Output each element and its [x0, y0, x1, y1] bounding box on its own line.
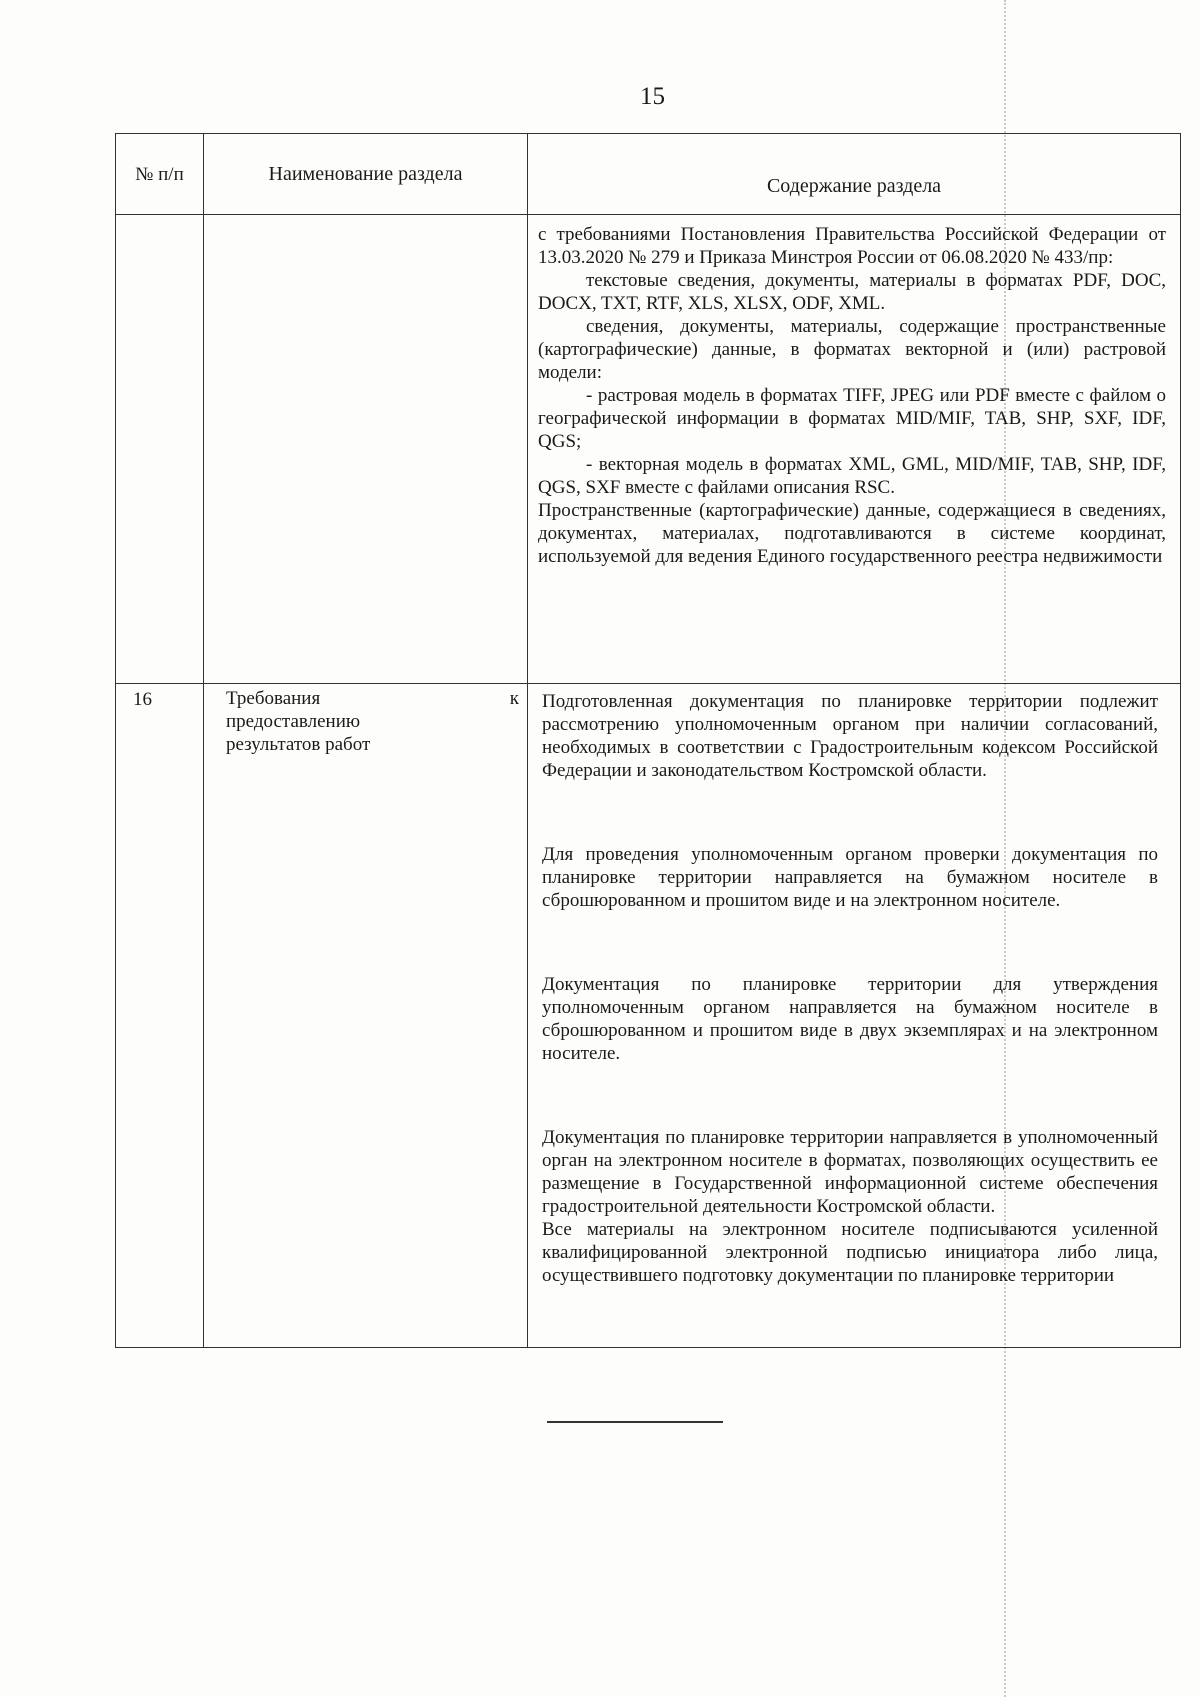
content-paragraph: - растровая модель в форматах TIFF, JPEG или PDF вместе с файлом о географической информации в форматах MID/MIF, TAB, SHP, SXF, IDF, QGS; [538, 385, 1166, 452]
content-paragraph: Все материалы на электронном носителе подписываются усиленной квалифицированной электронной подписью инициатора либо лица, осуществившего подготовку документации по планировке территории [542, 1219, 1158, 1286]
row-content [528, 684, 1181, 1348]
content-paragraph: Для проведения уполномоченным органом проверки документация по планировке территории направляется на бумажном носителе в сброшюрованном и прошитом виде и на электронном носителе. [542, 844, 1158, 911]
section-name-line [226, 687, 519, 710]
section-name-line: результатов работ [226, 734, 371, 755]
content-paragraph: с требованиями Постановления Правительства Российской Федерации от 13.03.2020 № 279 и Приказа Минстроя России от 06.08.2020 № 433/пр: [538, 224, 1166, 268]
content-paragraph: Документация по планировке территории для утверждения уполномоченным органом направляется на бумажном носителе в сброшюрованном и прошитом виде в двух экземплярах и на электронном носителе. [542, 974, 1158, 1064]
header-content: Содержание раздела [528, 134, 1181, 215]
content-paragraph: Документация по планировке территории направляется в уполномоченный орган на электронном носителе в форматах, позволяющих осуществить ее размещение в Государственной информационной системе обеспечения градостроительной деятельности Костромской области. [542, 1127, 1158, 1217]
content-paragraph: сведения, документы, материалы, содержащие пространственные (картографические) данные, в форматах векторной и (или) растровой модели: [538, 316, 1166, 383]
requirements-table [115, 133, 1181, 1348]
header-num: № п/п [116, 134, 204, 215]
content-paragraph: Подготовленная документация по планировке территории подлежит рассмотрению уполномоченным органом при наличии согласований, необходимых в соответствии с Градостроительным кодексом Российской Федерации и законодательством Костромской области. [542, 691, 1158, 781]
section-name-line: предоставлению [226, 711, 361, 732]
row-section-name [204, 215, 528, 684]
header-name: Наименование раздела [204, 134, 528, 215]
row-section-name [204, 684, 528, 1348]
content-paragraph: Пространственные (картографические) данные, содержащиеся в сведениях, документах, материалах, подготавливаются в системе координат, используемой для ведения Единого государственного реестра недвижимости [538, 500, 1166, 567]
content-paragraph: - векторная модель в форматах XML, GML, MID/MIF, TAB, SHP, IDF, QGS, SXF вместе с файлами описания RSC. [538, 454, 1166, 498]
end-of-document-rule [547, 1421, 723, 1423]
row-number: 16 [116, 684, 204, 1348]
page-number: 15 [640, 83, 665, 110]
paragraph-spacer [542, 1084, 1158, 1107]
section-name-suffix: к [509, 688, 519, 709]
paragraph-spacer [542, 931, 1158, 954]
row-content [528, 215, 1181, 684]
table-row [116, 684, 1181, 1348]
section-name-text: Требования [226, 688, 321, 709]
paragraph-spacer [542, 801, 1158, 824]
row-number [116, 215, 204, 684]
content-paragraph: текстовые сведения, документы, материалы в форматах PDF, DOC, DOCX, TXT, RTF, XLS, XLSX, ODF, XML. [538, 270, 1166, 314]
table-row [116, 215, 1181, 684]
table-header-row [116, 134, 1181, 215]
